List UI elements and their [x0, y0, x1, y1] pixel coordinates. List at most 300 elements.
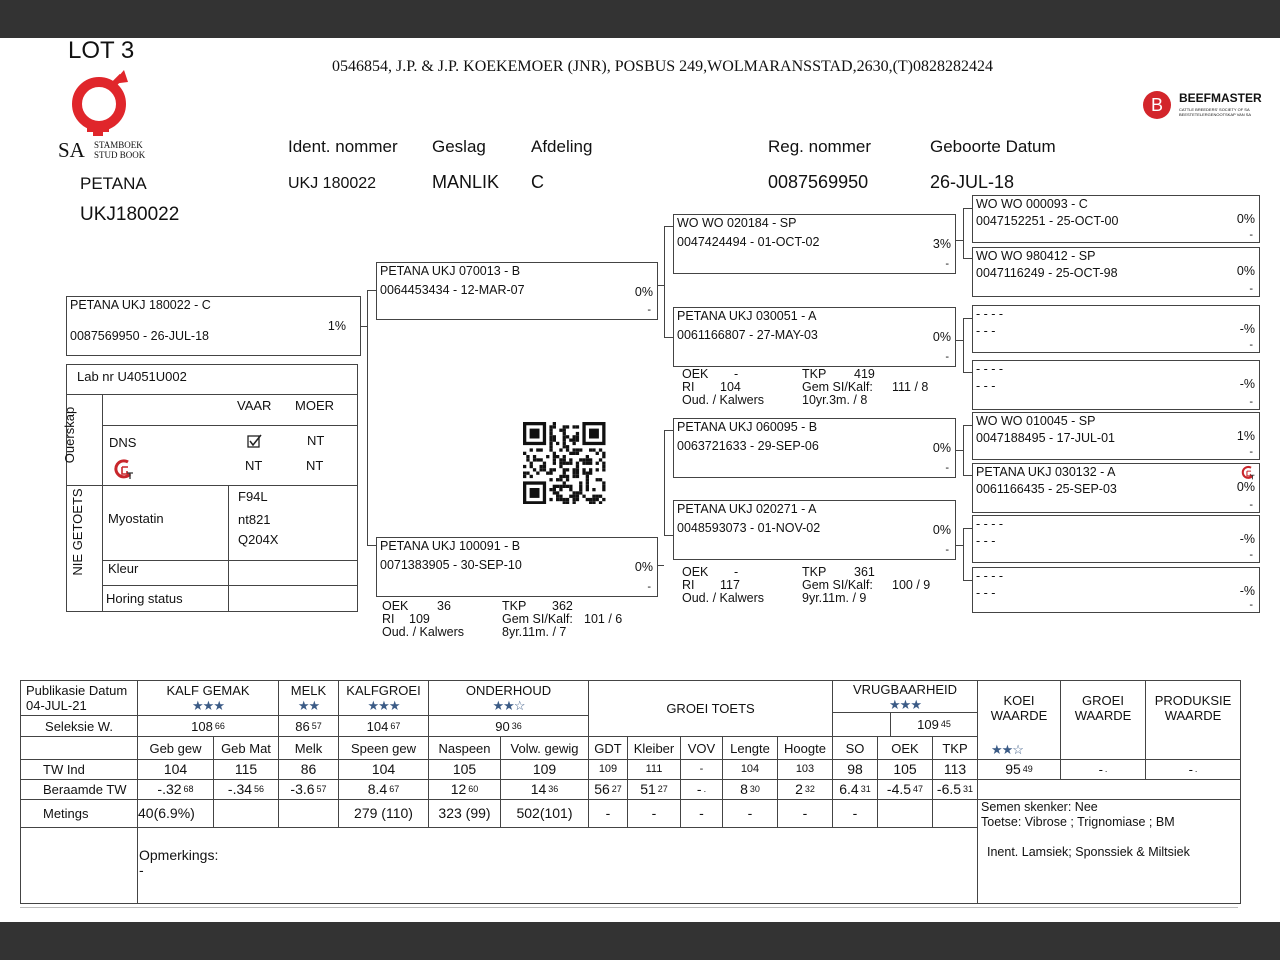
stamboek-logo	[60, 66, 155, 161]
table-cell	[213, 779, 279, 800]
tkp-value: 362	[552, 599, 573, 613]
gt-logo-icon	[114, 458, 136, 483]
connector-line	[367, 545, 376, 546]
pedigree-reg-date: - - -	[976, 324, 996, 338]
divider	[228, 485, 229, 612]
connector-line	[664, 430, 665, 535]
ri-value: 104	[720, 380, 741, 394]
gt-logo-icon	[1241, 465, 1257, 480]
pedigree-percent: 0%	[932, 441, 951, 455]
table-cell: 104	[137, 759, 214, 780]
onderhoud-sw	[428, 715, 589, 737]
melk-label: MELK	[290, 683, 327, 698]
value: 108	[191, 718, 213, 734]
connector-line	[664, 337, 673, 338]
kalfgroei-stars: ★★★	[367, 698, 400, 713]
table-cell	[338, 779, 429, 800]
table-cell	[832, 779, 878, 800]
pedigree-dash: -	[1249, 549, 1253, 561]
animal-name: PETANA	[80, 174, 147, 193]
pedigree-box-ss-dam[interactable]	[972, 247, 1260, 297]
gt-moer-value: NT	[306, 458, 324, 473]
pedigree-id: PETANA UKJ 030051 - A	[677, 309, 817, 323]
table-cell: -	[777, 799, 833, 828]
publikasie-date: 04-JUL-21	[26, 698, 87, 713]
table-cell: 105	[877, 759, 933, 780]
connector-line	[963, 208, 972, 209]
publikasie-cell	[20, 680, 138, 716]
afdeling-label: Afdeling	[531, 137, 593, 156]
oek-value: 36	[437, 599, 451, 613]
column-header: Speen gew	[338, 736, 429, 760]
onderhoud-stars: ★★☆	[492, 698, 525, 713]
reg-label: Reg. nommer	[768, 137, 871, 156]
accuracy: 27	[657, 784, 668, 794]
pedigree-reg-date: - - -	[976, 379, 996, 393]
accuracy: 27	[611, 784, 622, 794]
pedigree-percent: 1%	[327, 319, 346, 333]
age-value: 8yr.11m. / 7	[502, 625, 567, 639]
top-bar	[0, 0, 1280, 38]
table-cell	[588, 779, 628, 800]
pedigree-id: PETANA UKJ 020271 - A	[677, 502, 817, 516]
pedigree-id: WO WO 010045 - SP	[976, 414, 1096, 428]
groei-toets-header: GROEI TOETS	[588, 680, 833, 737]
geboorte-label: Geboorte Datum	[930, 137, 1056, 156]
gem-label: Gem SI/Kalf:	[802, 578, 873, 592]
vrugbaarheid-stars: ★★★	[889, 696, 921, 712]
reg-value: 0087569950	[768, 172, 869, 192]
divider	[102, 560, 358, 561]
value: 90	[495, 718, 510, 734]
beefmaster-sub2: BEESTETELERGENOOTSKAP VAN SA	[1179, 112, 1252, 117]
pedigree-dash: -	[945, 462, 949, 474]
table-cell: 103	[777, 759, 833, 780]
kalfgroei	[338, 680, 429, 716]
table-cell: -	[832, 799, 878, 828]
pedigree-dash: -	[1249, 499, 1253, 511]
divider	[66, 394, 358, 395]
pedigree-box-ds-sire[interactable]	[972, 412, 1260, 460]
connector-line	[664, 535, 673, 536]
gt-vaar-value: NT	[245, 458, 263, 473]
pedigree-box-ss-sire[interactable]	[972, 195, 1260, 243]
oek-label: OEK	[682, 367, 709, 381]
pedigree-reg-date: 0071383905 - 30-SEP-10	[380, 558, 522, 572]
pedigree-box-subject[interactable]	[66, 296, 361, 356]
studbook-text: STUD BOOK	[94, 150, 146, 160]
opmerkings-label: Opmerkings:	[139, 847, 219, 863]
animal-code: UKJ180022	[80, 204, 180, 225]
produksie-waarde-value	[1145, 759, 1241, 780]
pedigree-box-dd-sire[interactable]	[972, 515, 1260, 563]
accuracy: 66	[214, 720, 225, 731]
accuracy: 57	[311, 720, 322, 731]
pedigree-dash: -	[1249, 446, 1253, 458]
accuracy: 57	[316, 784, 327, 794]
kalf-gemak-sw	[137, 715, 279, 737]
kalf-gemak-label: KALF GEMAK	[166, 683, 250, 698]
seleksie-label: Seleksie W.	[20, 715, 138, 737]
pedigree-reg-date: - - -	[976, 534, 996, 548]
table-cell: 109	[588, 759, 628, 780]
pedigree-dash: -	[1249, 229, 1253, 241]
ident-label: Ident. nommer	[288, 137, 398, 156]
divider	[66, 485, 358, 486]
row-label: Beraamde TW	[20, 779, 138, 800]
pedigree-id: - - - -	[976, 362, 1004, 376]
pedigree-percent: 0%	[932, 523, 951, 537]
connector-line	[963, 208, 964, 258]
value: 8	[740, 781, 748, 797]
column-header: Hoogte	[777, 736, 833, 760]
table-cell: 111	[627, 759, 681, 780]
melk	[278, 680, 339, 716]
qr-code-icon	[523, 422, 609, 504]
column-header: Geb Mat	[213, 736, 279, 760]
table-cell	[428, 779, 501, 800]
pedigree-box-dam-sire[interactable]	[673, 418, 956, 478]
row-label: Metings	[20, 799, 138, 828]
pedigree-percent: 0%	[1236, 212, 1255, 226]
beefmaster-name: BEEFMASTER	[1179, 91, 1262, 105]
value: 86	[295, 718, 310, 734]
table-cell	[777, 779, 833, 800]
column-header: VOV	[680, 736, 723, 760]
pedigree-box-dd-dam[interactable]	[972, 567, 1260, 613]
connector-line	[963, 475, 972, 476]
table-cell: 98	[832, 759, 878, 780]
stamboek-text: STAMBOEK	[94, 140, 143, 150]
accuracy: 36	[548, 784, 559, 794]
pedigree-id: PETANA UKJ 030132 - A	[976, 465, 1116, 479]
table-cell	[722, 779, 778, 800]
note-toetse: Toetse: Vibrose ; Trignomiase ; BM	[981, 815, 1175, 829]
kalf-gemak-stars: ★★★	[192, 698, 224, 713]
table-cell	[877, 799, 933, 828]
lot-number: LOT 3	[68, 37, 135, 64]
connector-line	[664, 226, 665, 337]
dns-label: DNS	[109, 435, 137, 450]
table-cell	[137, 779, 214, 800]
tkp-label: TKP	[802, 367, 827, 381]
table-cell: 113	[932, 759, 978, 780]
koei-waarde-label: KOEI WAARDE	[990, 693, 1048, 723]
ri-value: 117	[720, 578, 740, 592]
table-cell: 323 (99)	[428, 799, 501, 828]
column-header: Melk	[278, 736, 339, 760]
value: -	[696, 781, 702, 797]
pedigree-id: - - - -	[976, 517, 1004, 531]
age-value: 10yr.3m. / 8	[802, 393, 868, 407]
pedigree-id: WO WO 020184 - SP	[677, 216, 797, 230]
value: 104	[366, 718, 389, 734]
bottom-bar	[0, 922, 1280, 960]
dns-vaar-check-icon	[247, 433, 263, 452]
connector-line	[956, 450, 963, 451]
pedigree-dash: -	[945, 544, 949, 556]
connector-line	[963, 425, 964, 475]
divider	[20, 907, 1238, 908]
table-cell: -	[627, 799, 681, 828]
pedigree-box-sire-dam[interactable]	[673, 307, 956, 367]
stamboek-sa: SA	[58, 138, 85, 162]
tkp-value: 419	[854, 367, 875, 381]
connector-line	[963, 318, 964, 372]
value: -	[1188, 762, 1193, 777]
oud-label: Oud. / Kalwers	[682, 393, 764, 407]
accuracy: 56	[254, 784, 265, 794]
beefmaster-b-icon: B	[1143, 91, 1171, 119]
pedigree-percent: -%	[1239, 584, 1255, 598]
table-cell: 279 (110)	[338, 799, 429, 828]
pedigree-reg-date: 0048593073 - 01-NOV-02	[677, 521, 821, 535]
gem-value: 101 / 6	[584, 612, 623, 626]
pedigree-percent: 0%	[1236, 480, 1255, 494]
pedigree-box-dam[interactable]	[376, 537, 658, 597]
myostatin-nt821: nt821	[238, 512, 271, 527]
pedigree-id: - - - -	[976, 569, 1004, 583]
pedigree-reg-date: 0047152251 - 25-OCT-00	[976, 214, 1119, 228]
pedigree-dash: -	[1249, 283, 1253, 295]
oud-label: Oud. / Kalwers	[682, 591, 764, 605]
vrugbaarheid-label: VRUGBAARHEID	[852, 681, 958, 697]
pedigree-percent: -%	[1239, 532, 1255, 546]
vaar-header: VAAR	[237, 398, 272, 413]
column-header: Geb gew	[137, 736, 214, 760]
table-cell: 86	[278, 759, 339, 780]
column-header: Volw. gewig	[500, 736, 589, 760]
value: 14	[530, 781, 547, 797]
value: 56	[594, 781, 610, 797]
pedigree-percent: -%	[1239, 377, 1255, 391]
connector-line	[664, 226, 673, 227]
pedigree-box-sire[interactable]	[376, 262, 658, 320]
owner-line: 0546854, J.P. & J.P. KOEKEMOER (JNR), POSBUS 249,WOLMARANSSTAD,2630,(T)0828282424	[332, 58, 993, 75]
notes-cell	[977, 799, 1241, 904]
pedigree-percent: -%	[1239, 322, 1255, 336]
column-header: Lengte	[722, 736, 778, 760]
connector-line	[956, 545, 963, 546]
vrugbaarheid-blank	[832, 712, 891, 737]
value: 12	[450, 781, 467, 797]
table-cell: 104	[338, 759, 429, 780]
connector-line	[963, 318, 972, 319]
accuracy: 45	[940, 719, 951, 729]
value: 6.4	[839, 781, 859, 797]
pedigree-reg-date: 0063721633 - 29-SEP-06	[677, 439, 819, 453]
pedigree-id: PETANA UKJ 060095 - B	[677, 420, 818, 434]
opmerkings-cell	[137, 827, 978, 904]
accuracy: 36	[511, 720, 522, 731]
pedigree-dash: -	[647, 581, 651, 593]
pedigree-dash: -	[1249, 599, 1253, 611]
table-cell: -	[680, 799, 723, 828]
accuracy: 31	[963, 784, 974, 794]
connector-line	[664, 430, 673, 431]
nie-getoets-label: NIE GETOETS	[70, 488, 85, 576]
pedigree-reg-date: - - -	[976, 586, 996, 600]
table-cell: 115	[213, 759, 279, 780]
table-cell	[627, 779, 681, 800]
age-value: 9yr.11m. / 9	[802, 591, 867, 605]
table-cell	[877, 779, 933, 800]
accuracy: 31	[860, 784, 871, 794]
connector-line	[963, 372, 972, 373]
horing-status-label: Horing status	[106, 591, 183, 606]
table-cell: 104	[722, 759, 778, 780]
value: -4.5	[886, 781, 912, 797]
pedigree-box-sd-dam[interactable]	[972, 360, 1260, 410]
pedigree-reg-date: 0061166435 - 25-SEP-03	[976, 482, 1117, 496]
column-header: TKP	[932, 736, 978, 760]
pedigree-percent: 3%	[932, 237, 951, 251]
value: -.34	[227, 781, 253, 797]
accuracy: 30	[749, 784, 760, 794]
onderhoud-label: ONDERHOUD	[465, 683, 552, 698]
pedigree-percent: 0%	[634, 285, 653, 299]
table-cell: -	[680, 759, 723, 780]
table-cell	[680, 779, 723, 800]
pedigree-reg-date: 0047424494 - 01-OCT-02	[677, 235, 820, 249]
opmerkings-left-cell	[20, 827, 138, 904]
pedigree-dash: -	[1249, 339, 1253, 351]
myostatin-label: Myostatin	[108, 511, 164, 526]
pedigree-id: WO WO 000093 - C	[976, 197, 1088, 211]
connector-line	[658, 565, 664, 566]
value: -3.6	[290, 781, 315, 797]
kalfgroei-sw	[338, 715, 429, 737]
pedigree-reg-date: 0047116249 - 25-OCT-98	[976, 266, 1118, 280]
pedigree-id: PETANA UKJ 180022 - C	[70, 298, 211, 312]
pedigree-box-dam-dam[interactable]	[673, 500, 956, 560]
kleur-label: Kleur	[108, 561, 139, 576]
accuracy: 67	[390, 720, 401, 731]
gem-value: 111 / 8	[892, 380, 929, 394]
pedigree-reg-date: 0064453434 - 12-MAR-07	[380, 283, 525, 297]
tkp-value: 361	[854, 565, 875, 579]
column-header: SO	[832, 736, 878, 760]
table-cell: 105	[428, 759, 501, 780]
value: -.32	[157, 781, 182, 797]
connector-line	[956, 340, 963, 341]
geslag-label: Geslag	[432, 137, 486, 156]
accuracy: 49	[1022, 764, 1033, 774]
table-cell	[932, 779, 978, 800]
divider	[102, 425, 358, 426]
ident-value: UKJ 180022	[288, 175, 377, 192]
column-header: Naspeen	[428, 736, 501, 760]
myostatin-f94l: F94L	[238, 489, 268, 504]
accuracy: 67	[389, 784, 400, 794]
connector-line	[367, 290, 376, 291]
pedigree-percent: 1%	[1236, 429, 1255, 443]
table-cell	[500, 779, 589, 800]
table-cell	[278, 799, 339, 828]
beefmaster-logo	[1143, 90, 1273, 122]
note-semen: Semen skenker: Nee	[981, 800, 1098, 814]
pedigree-percent: 0%	[932, 330, 951, 344]
table-cell: -	[722, 799, 778, 828]
koei-waarde-value	[977, 759, 1061, 780]
table-cell: 502(101)	[500, 799, 589, 828]
table-cell	[932, 799, 978, 828]
row-label: TW Ind	[20, 759, 138, 780]
accuracy: .	[1104, 764, 1108, 774]
lab-number: Lab nr U4051U002	[77, 369, 187, 384]
afdeling-value: C	[531, 172, 544, 192]
melk-stars: ★★	[297, 698, 320, 713]
value: 109	[917, 717, 939, 732]
accuracy: .	[703, 784, 707, 794]
column-header-blank	[20, 736, 138, 760]
ouerskap-label: Ouerskap	[62, 406, 77, 464]
oek-value: -	[734, 565, 739, 579]
divider	[102, 585, 358, 586]
onderhoud	[428, 680, 589, 716]
connector-line	[963, 425, 972, 426]
accuracy: 32	[804, 784, 815, 794]
ri-label: RI	[682, 578, 695, 592]
gem-label: Gem SI/Kalf:	[502, 612, 573, 626]
value: 8.4	[367, 781, 388, 797]
gem-label: Gem SI/Kalf:	[802, 380, 873, 394]
table-cell: 40(6.9%)	[137, 799, 214, 828]
connector-line	[963, 528, 964, 580]
accuracy: .	[1194, 764, 1198, 774]
dns-moer-value: NT	[307, 433, 325, 448]
pedigree-id: PETANA UKJ 100091 - B	[380, 539, 521, 553]
divider	[102, 394, 103, 612]
pedigree-box-ds-dam[interactable]	[972, 463, 1260, 513]
oek-value: -	[734, 367, 739, 381]
pedigree-dash: -	[945, 258, 949, 270]
pedigree-dash: -	[647, 304, 651, 316]
oud-label: Oud. / Kalwers	[382, 625, 464, 639]
accuracy: 60	[468, 784, 479, 794]
moer-header: MOER	[295, 398, 334, 413]
pedigree-id: - - - -	[976, 307, 1004, 321]
produksie-waarde-header: PRODUKSIE WAARDE	[1145, 680, 1241, 760]
myostatin-q204x: Q204X	[238, 532, 279, 547]
geboorte-value: 26-JUL-18	[930, 172, 1015, 192]
tkp-label: TKP	[502, 599, 527, 613]
ri-value: 109	[409, 612, 430, 626]
vrugbaarheid-sw	[890, 712, 978, 737]
pedigree-percent: 0%	[1236, 264, 1255, 278]
melk-sw	[278, 715, 339, 737]
connector-line	[956, 240, 963, 241]
pedigree-box-sd-sire[interactable]	[972, 305, 1260, 353]
pedigree-reg-date: 0087569950 - 26-JUL-18	[70, 329, 209, 343]
accuracy: 47	[913, 784, 924, 794]
connector-line	[963, 528, 972, 529]
beefmaster-sub1: CATTLE BREEDERS' SOCIETY OF SA	[1179, 107, 1250, 112]
koei-waarde-stars: ★★☆	[991, 742, 1023, 757]
column-header: Kleiber	[627, 736, 681, 760]
table-cell: -	[588, 799, 628, 828]
publikasie-label: Publikasie Datum	[26, 683, 128, 698]
pedigree-dash: -	[1249, 396, 1253, 408]
groei-waarde-header: GROEI WAARDE	[1060, 680, 1146, 760]
table-cell: 109	[500, 759, 589, 780]
pedigree-box-sire-sire[interactable]	[673, 214, 956, 274]
tkp-label: TKP	[802, 565, 827, 579]
oek-label: OEK	[382, 599, 409, 613]
table-cell	[278, 779, 339, 800]
value: 95	[1005, 761, 1021, 777]
connector-line	[963, 580, 972, 581]
